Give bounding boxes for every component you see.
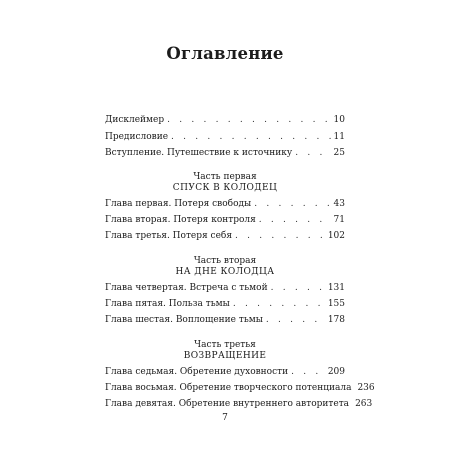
dot-leader [291,365,325,379]
page-title: Оглавление [166,44,284,63]
part-title: ВОЗВРАЩЕНИЕ [183,351,267,361]
dot-leader [254,197,330,211]
dot-leader [235,229,325,243]
part-label: Часть третья [194,340,256,350]
toc-entry-page: 263 [355,399,373,409]
page-number: 7 [222,413,228,423]
dot-leader [233,297,325,311]
toc-entry-page: 236 [357,383,375,393]
toc-entry-page: 71 [333,215,345,225]
toc-entry [105,281,345,295]
dot-leader [266,313,325,327]
toc-entry [105,297,345,311]
dot-leader [259,213,331,227]
toc-entry-label: Глава первая. Потеря свободы [105,199,252,209]
toc-entry-page: 11 [333,132,345,142]
toc-entry-page: 102 [327,231,345,241]
dot-leader [167,113,330,127]
toc-entry-label: Дисклеймер [105,115,165,125]
toc-entry-label: Глава восьмая. Обретение творческого потенциала [105,383,352,393]
toc-entry [105,146,345,160]
toc-entry [105,313,345,327]
dot-leader [295,146,330,160]
toc-entry-page: 131 [327,283,345,293]
toc-entry-label: Глава седьмая. Обретение духовности [105,367,289,377]
dot-leader [271,281,325,295]
toc-entry [105,229,345,243]
toc-entry-label: Глава шестая. Воплощение тьмы [105,315,263,325]
toc-entry [105,365,345,379]
toc-entry-page: 25 [333,148,345,158]
part-label: Часть первая [193,172,257,182]
toc-entry-page: 43 [333,199,345,209]
toc-entry [105,213,345,227]
dot-leader [171,130,331,144]
toc-entry-page: 209 [327,367,345,377]
toc-entry-label: Глава вторая. Потеря контроля [105,215,256,225]
toc-entry-label: Глава четвертая. Встреча с тьмой [105,283,268,293]
toc-entry-page: 178 [327,315,345,325]
toc-entry-page: 10 [333,115,345,125]
toc-entry-label: Глава пятая. Польза тьмы [105,299,230,309]
toc-entry-page: 155 [327,299,345,309]
toc-entry [105,381,375,395]
part-title: СПУСК В КОЛОДЕЦ [172,183,278,193]
toc-entry-label: Глава третья. Потеря себя [105,231,233,241]
part-title: НА ДНЕ КОЛОДЦА [175,267,275,277]
toc-entry-label: Вступление. Путешествие к источнику [105,148,293,158]
toc-entry-label: Глава девятая. Обретение внутреннего авторитета [105,399,350,409]
toc-entry-label: Предисловие [105,132,169,142]
toc-entry [105,130,345,144]
part-label: Часть вторая [193,256,257,266]
toc-entry [105,197,345,211]
toc-entry [105,397,373,411]
toc-entry [105,113,345,127]
